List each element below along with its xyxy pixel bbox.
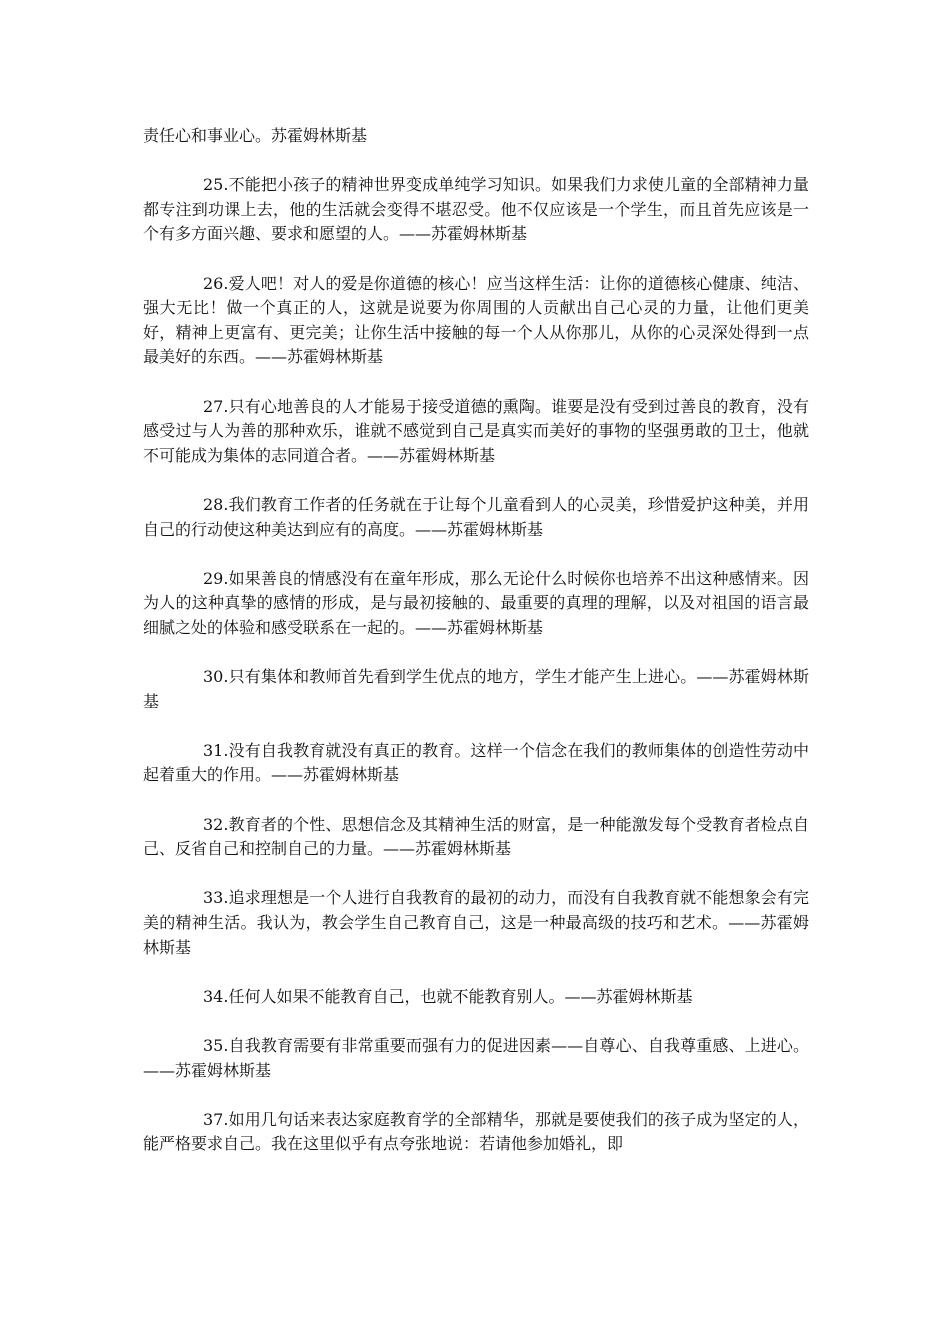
quote-paragraph-27: 27.只有心地善良的人才能易于接受道德的熏陶。谁要是没有受到过善良的教育，没有感受过与人为善的那种欢乐，谁就不感觉到自己是真实而美好的事物的坚强勇敢的卫士，他就不可能成为集体的志同道合者。——苏霍姆林斯基: [143, 396, 809, 465]
quote-paragraph-32: 32.教育者的个性、思想信念及其精神生活的财富，是一种能激发每个受教育者检点自己、反省自己和控制自己的力量。——苏霍姆林斯基: [143, 814, 809, 859]
paragraph-continuation: 责任心和事业心。苏霍姆林斯基: [143, 126, 368, 145]
quote-paragraph-31: 31.没有自我教育就没有真正的教育。这样一个信念在我们的教师集体的创造性劳动中起着重大的作用。——苏霍姆林斯基: [143, 740, 809, 785]
quote-paragraph-34: 34.任何人如果不能教育自己，也就不能教育别人。——苏霍姆林斯基: [203, 986, 693, 1006]
quote-paragraph-33: 33.追求理想是一个人进行自我教育的最初的动力，而没有自我教育就不能想象会有完美的精神生活。我认为，教会学生自己教育自己，这是一种最高级的技巧和艺术。——苏霍姆林斯基: [143, 888, 809, 957]
quote-paragraph-28: 28.我们教育工作者的任务就在于让每个儿童看到人的心灵美，珍惜爱护这种美，并用自己的行动使这种美达到应有的高度。——苏霍姆林斯基: [143, 494, 809, 539]
quote-paragraph-25: 25.不能把小孩子的精神世界变成单纯学习知识。如果我们力求使儿童的全部精神力量都专注到功课上去，他的生活就会变得不堪忍受。他不仅应该是一个学生，而且首先应该是一个有多方面兴趣、要求和愿望的人。——苏霍姆林斯基: [143, 175, 809, 244]
document-body: [143, 124, 809, 1182]
quote-paragraph-26: 26.爱人吧！对人的爱是你道德的核心！应当这样生活：让你的道德核心健康、纯洁、强大无比！做一个真正的人，这就是说要为你周围的人贡献出自己心灵的力量，让他们更美好，精神上更富有、更完美；让你生活中接触的每一个人从你那儿，从你的心灵深处得到一点最美好的东西。——苏霍姆林斯基: [143, 273, 809, 367]
quote-paragraph-35: 35.自我教育需要有非常重要而强有力的促进因素——自尊心、自我尊重感、上进心。——苏霍姆林斯基: [143, 1035, 809, 1080]
quote-paragraph-29: 29.如果善良的情感没有在童年形成，那么无论什么时候你也培养不出这种感情来。因为人的这种真挚的感情的形成，是与最初接触的、最重要的真理的理解，以及对祖国的语言最细腻之处的体验和感受联系在一起的。——苏霍姆林斯基: [143, 568, 809, 637]
quote-paragraph-30: 30.只有集体和教师首先看到学生优点的地方，学生才能产生上进心。——苏霍姆林斯基: [143, 667, 809, 711]
quote-paragraph-37: 37.如用几句话来表达家庭教育学的全部精华，那就是要使我们的孩子成为坚定的人，能严格要求自己。我在这里似乎有点夸张地说：若请他参加婚礼，即: [143, 1109, 809, 1154]
